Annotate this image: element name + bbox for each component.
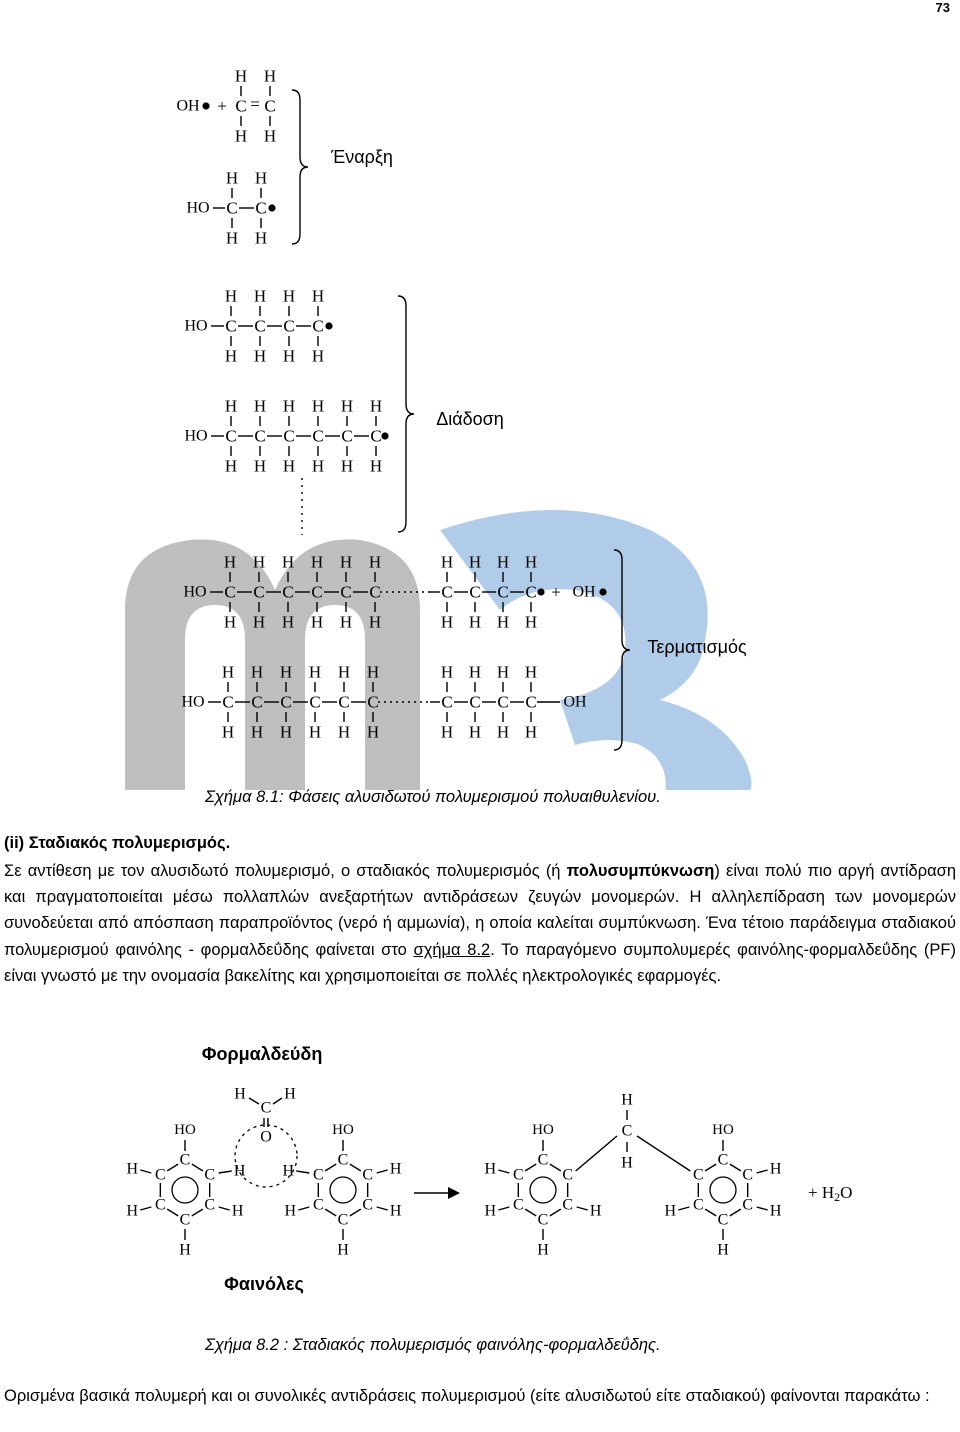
hydrogen-atom: H xyxy=(252,612,266,632)
hydroxyl-label: OH xyxy=(563,693,587,711)
hydrogen-atom: H xyxy=(369,396,383,416)
hydrogen-atom: H xyxy=(225,168,239,188)
ring-bond xyxy=(705,1164,716,1171)
ring-bond xyxy=(325,1209,336,1216)
hydrogen-atom: H xyxy=(310,612,324,632)
bond-line xyxy=(498,1207,509,1210)
carbon-atom: C xyxy=(441,692,453,712)
figure-8-1-caption: Σχήμα 8.1: Φάσεις αλυσιδωτού πολυμερισμού πολυαιθυλενίου. xyxy=(205,788,661,806)
hydrogen-atom: H xyxy=(621,1091,633,1109)
hydrogen-atom: H xyxy=(282,346,296,366)
hydrogen-atom: H xyxy=(250,722,264,742)
phenol-left xyxy=(127,1122,244,1259)
hydroxyl-label: OH xyxy=(176,97,200,115)
water-oxygen: O xyxy=(840,1182,853,1202)
carbon-atom: C xyxy=(283,426,295,446)
hydrogen-atom: H xyxy=(253,456,267,476)
hydrogen-atom: H xyxy=(223,612,237,632)
hydrogen-atom: H xyxy=(524,612,538,632)
hydrogen-atom: H xyxy=(524,552,538,572)
hydrogen-atom: H xyxy=(311,396,325,416)
hydrogen-atom: H xyxy=(223,552,237,572)
carbon-atom: C xyxy=(370,426,382,446)
hydrogen-atom: H xyxy=(282,396,296,416)
water-subscript: 2 xyxy=(834,1190,841,1204)
hydrogen-atom: H xyxy=(339,612,353,632)
hydrogen-atom: H xyxy=(250,662,264,682)
para1-text-a: Σε αντίθεση με τον αλυσιδωτό πολυμερισμό, ο σταδιακός πολυμερισμός (ή xyxy=(4,862,567,880)
carbon-atom: C xyxy=(283,316,295,336)
hydrogen-atom: H xyxy=(234,1085,246,1103)
hydrogen-atom: H xyxy=(308,722,322,742)
hydrogen-atom: H xyxy=(282,286,296,306)
plus-sign: + xyxy=(217,96,227,116)
paragraph-step-polymerization xyxy=(4,858,956,989)
hydrogen-atom: H xyxy=(263,66,277,86)
hydrogen-atom: H xyxy=(310,552,324,572)
hydrogen-atom: H xyxy=(440,612,454,632)
hydrogen-atom: H xyxy=(537,1241,549,1259)
hydrogen-atom: H xyxy=(282,1162,295,1180)
label-formaldehyde: Φορμαλδεύδη xyxy=(201,1044,323,1064)
hydrogen-atom: H xyxy=(368,612,382,632)
figure-8-2-caption: Σχήμα 8.2 : Σταδιακός πολυμερισμός φαινόλης-φορμαλδεΰδης. xyxy=(205,1336,661,1354)
carbon-atom: C xyxy=(251,692,263,712)
hydrogen-atom: H xyxy=(311,456,325,476)
carbon-atom: C xyxy=(282,582,294,602)
carbon-atom: C xyxy=(253,582,265,602)
carbon-atom: C xyxy=(309,692,321,712)
hydrogen-atom: H xyxy=(496,662,510,682)
hydrogen-atom: H xyxy=(769,1160,782,1178)
ring-carbon: C xyxy=(717,1211,729,1229)
radical-dot xyxy=(268,204,275,211)
carbon-atom: C xyxy=(441,582,453,602)
hydroxyl-label: HO xyxy=(174,1122,196,1138)
carbon-atom: C xyxy=(226,198,238,218)
ring-carbon: C xyxy=(692,1196,704,1214)
carbon-atom: C xyxy=(225,426,237,446)
plus-sign: + xyxy=(551,582,561,602)
carbon-atom: C xyxy=(264,96,276,116)
hydroxyl-label: HO xyxy=(332,1122,354,1138)
carbon-atom: C xyxy=(525,582,537,602)
hydrogen-atom: H xyxy=(281,612,295,632)
carbon-atom: C xyxy=(260,1099,272,1117)
page-number: 73 xyxy=(935,0,950,15)
hydrogen-atom: H xyxy=(484,1202,497,1220)
brace-propagation xyxy=(398,296,414,532)
hydrogen-atom: H xyxy=(224,396,238,416)
carbon-atom: C xyxy=(312,316,324,336)
bond-line xyxy=(577,1207,588,1210)
figure-8-2-link[interactable]: σχήμα 8.2 xyxy=(413,940,491,959)
hydroxyl-label: HO xyxy=(184,427,208,445)
hydrogen-atom: H xyxy=(366,722,380,742)
ring-carbon: C xyxy=(312,1166,324,1184)
hydrogen-atom: H xyxy=(337,1241,349,1259)
hydrogen-atom: H xyxy=(284,1085,296,1103)
radical-dot xyxy=(381,432,388,439)
ring-bond xyxy=(705,1209,716,1216)
carbon-atom: C xyxy=(369,582,381,602)
ring-bond xyxy=(730,1164,741,1171)
hydrogen-atom: H xyxy=(440,552,454,572)
bond-line xyxy=(219,1207,230,1210)
hydrogen-atom: H xyxy=(224,456,238,476)
ring-carbon: C xyxy=(537,1151,549,1169)
bond-line xyxy=(377,1170,388,1173)
hydrogen-atom: H xyxy=(717,1241,729,1259)
carbon-atom: C xyxy=(311,582,323,602)
hydrogen-atom: H xyxy=(339,552,353,572)
ring-bond xyxy=(525,1209,536,1216)
carbon-atom: C xyxy=(497,692,509,712)
hydrogen-atom: H xyxy=(254,228,268,248)
hydrogen-atom: H xyxy=(224,346,238,366)
carbon-atom: C xyxy=(224,582,236,602)
hydroxyl-label: HO xyxy=(184,317,208,335)
ring-bond xyxy=(192,1164,203,1171)
bridge-bond xyxy=(637,1136,690,1171)
ring-carbon: C xyxy=(179,1151,191,1169)
ring-carbon: C xyxy=(537,1211,549,1229)
bond-line xyxy=(377,1207,388,1210)
hydrogen-atom: H xyxy=(221,722,235,742)
carbon-atom: C xyxy=(497,582,509,602)
bond-line xyxy=(757,1170,768,1173)
ring-bond xyxy=(167,1164,178,1171)
hydrogen-atom: H xyxy=(126,1160,139,1178)
ring-carbon: C xyxy=(692,1166,704,1184)
ring-carbon: C xyxy=(742,1196,754,1214)
hydrogen-atom: H xyxy=(234,126,248,146)
carbon-atom: C xyxy=(367,692,379,712)
hydrogen-atom: H xyxy=(282,456,296,476)
ring-bond xyxy=(192,1209,203,1216)
product-phenol-left xyxy=(485,1122,602,1259)
bond-line xyxy=(498,1170,509,1173)
para1-bold-term: πολυσυμπύκνωση xyxy=(566,862,715,880)
hydrogen-atom: H xyxy=(366,662,380,682)
paragraph-basic-polymers: Ορισμένα βασικά πολυμερή και οι συνολικές αντιδράσεις πολυμερισμού (είτε αλυσιδωτού είτε σταδιακού) φαίνονται παρακάτω : xyxy=(4,1387,930,1405)
hydrogen-atom: H xyxy=(496,612,510,632)
hydrogen-atom: H xyxy=(252,552,266,572)
hydrogen-atom: H xyxy=(769,1202,782,1220)
hydrogen-atom: H xyxy=(279,662,293,682)
bond-line xyxy=(757,1207,768,1210)
hydrogen-atom: H xyxy=(279,722,293,742)
hydrogen-atom: H xyxy=(340,396,354,416)
hydrogen-atom: H xyxy=(389,1160,402,1178)
hydrogen-atom: H xyxy=(468,612,482,632)
para1-text-b: ) είναι πολύ πιο αργή αντίδραση και πραγματοποιείται μέσω πολλαπλών ανεξαρτήτων αντιδράσεων ζευγών μονομερών. Η αλληλεπίδραση των μονομερών συνοδεύεται από απόσπαση παραπροϊόντος (νερό ή αμμωνία), η οποία καλείται συμπύκνωση. Ένα τέτοιο παράδειγμα σταδιακού πολυμερισμού φαινόλης - φορμαλδεΰδης φαίνεται στο xyxy=(4,862,957,959)
hydrogen-atom: H xyxy=(311,286,325,306)
carbon-atom: C xyxy=(469,582,481,602)
bond-line xyxy=(140,1170,151,1173)
ring-carbon: C xyxy=(154,1166,166,1184)
hydrogen-atom: H xyxy=(368,552,382,572)
hydrogen-atom: H xyxy=(308,662,322,682)
section-heading: (ii) Σταδιακός πολυμερισμός. xyxy=(4,834,231,852)
carbon-atom: C xyxy=(525,692,537,712)
double-bond: = xyxy=(250,94,260,114)
ring-carbon: C xyxy=(512,1166,524,1184)
carbon-atom: C xyxy=(338,692,350,712)
water-product xyxy=(808,1183,852,1205)
bond-line xyxy=(678,1207,689,1210)
carbon-atom: C xyxy=(340,582,352,602)
ring-bond xyxy=(730,1209,741,1216)
hydrogen-atom: H xyxy=(389,1202,402,1220)
carbon-atom: C xyxy=(225,316,237,336)
hydrogen-atom: H xyxy=(589,1202,602,1220)
aromatic-ring-circle xyxy=(330,1177,356,1203)
carbon-atom: C xyxy=(280,692,292,712)
hydrogen-atom: H xyxy=(468,722,482,742)
ring-carbon: C xyxy=(742,1166,754,1184)
hydrogen-atom: H xyxy=(179,1241,191,1259)
carbon-atom: C xyxy=(312,426,324,446)
hydrogen-atom: H xyxy=(468,662,482,682)
hydrogen-atom: H xyxy=(468,552,482,572)
hydrogen-atom: H xyxy=(621,1154,633,1172)
radical-dot xyxy=(202,102,209,109)
ring-carbon: C xyxy=(204,1166,216,1184)
bond-line xyxy=(296,1171,309,1173)
hydrogen-atom: H xyxy=(224,286,238,306)
carbon-atom: C xyxy=(469,692,481,712)
hydroxyl-label: HO xyxy=(532,1122,554,1138)
ring-carbon: C xyxy=(562,1196,574,1214)
carbon-atom: C xyxy=(341,426,353,446)
hydroxyl-label: HO xyxy=(183,583,207,601)
label-termination: Τερματισμός xyxy=(647,637,747,657)
ring-carbon: C xyxy=(337,1211,349,1229)
ring-bond xyxy=(167,1209,178,1216)
ring-bond xyxy=(550,1209,561,1216)
ring-bond xyxy=(525,1164,536,1171)
bond-line xyxy=(219,1171,232,1173)
hydrogen-atom: H xyxy=(496,552,510,572)
hydrogen-atom: H xyxy=(284,1202,297,1220)
hydrogen-atom: H xyxy=(337,662,351,682)
bond-line xyxy=(298,1207,309,1210)
hydrogen-atom: H xyxy=(440,662,454,682)
ring-carbon: C xyxy=(362,1166,374,1184)
hydrogen-atom: H xyxy=(496,722,510,742)
hydrogen-atom: H xyxy=(369,456,383,476)
hydroxyl-label: OH xyxy=(572,583,596,601)
carbon-atom: C xyxy=(254,316,266,336)
carbon-atom: C xyxy=(222,692,234,712)
ring-carbon: C xyxy=(312,1196,324,1214)
hydrogen-atom: H xyxy=(263,126,277,146)
hydrogen-atom: H xyxy=(281,552,295,572)
ring-carbon: C xyxy=(717,1151,729,1169)
aromatic-ring-circle xyxy=(172,1177,198,1203)
ring-carbon: C xyxy=(179,1211,191,1229)
carbon-atom: C xyxy=(255,198,267,218)
aromatic-ring-circle xyxy=(710,1177,736,1203)
ring-carbon: C xyxy=(154,1196,166,1214)
radical-dot xyxy=(537,588,544,595)
ring-carbon: C xyxy=(204,1196,216,1214)
bond-line xyxy=(249,1098,259,1104)
ring-bond xyxy=(350,1209,361,1216)
bridge-bond xyxy=(576,1136,617,1171)
hydrogen-atom: H xyxy=(234,66,248,86)
ring-carbon: C xyxy=(512,1196,524,1214)
hydrogen-atom: H xyxy=(225,228,239,248)
hydrogen-atom: H xyxy=(524,722,538,742)
hydrogen-atom: H xyxy=(484,1160,497,1178)
hydrogen-atom: H xyxy=(440,722,454,742)
label-phenols: Φαινόλες xyxy=(224,1274,304,1294)
phenol-right xyxy=(282,1122,402,1259)
hydroxyl-label: HO xyxy=(712,1122,734,1138)
ring-carbon: C xyxy=(337,1151,349,1169)
radical-dot xyxy=(599,588,606,595)
ring-bond xyxy=(550,1164,561,1171)
arrow-head xyxy=(448,1187,460,1199)
bond-line xyxy=(140,1207,151,1210)
figure-step-polymerization xyxy=(0,1030,960,1330)
hydrogen-atom: H xyxy=(221,662,235,682)
hydrogen-atom: H xyxy=(253,346,267,366)
ring-bond xyxy=(350,1164,361,1171)
hydrogen-atom: H xyxy=(233,1162,246,1180)
ring-carbon: C xyxy=(362,1196,374,1214)
bond-line xyxy=(273,1098,282,1104)
carbon-atom: C xyxy=(235,96,247,116)
hydrogen-atom: H xyxy=(664,1202,677,1220)
hydrogen-atom: H xyxy=(337,722,351,742)
hydrogen-atom: H xyxy=(126,1202,139,1220)
label-initiation: Έναρξη xyxy=(331,147,393,167)
hydrogen-atom: H xyxy=(253,396,267,416)
hydroxyl-label: HO xyxy=(186,199,210,217)
hydrogen-atom: H xyxy=(231,1202,244,1220)
hydrogen-atom: H xyxy=(311,346,325,366)
aromatic-ring-circle xyxy=(530,1177,556,1203)
water-plus: + H xyxy=(808,1182,835,1202)
hydrogen-atom: H xyxy=(254,168,268,188)
hydrogen-atom: H xyxy=(524,662,538,682)
ring-carbon: C xyxy=(562,1166,574,1184)
brace-initiation xyxy=(292,90,308,244)
product-phenol-right xyxy=(665,1122,782,1259)
label-propagation: Διάδοση xyxy=(436,409,504,429)
carbon-atom: C xyxy=(621,1122,633,1140)
hydrogen-atom: H xyxy=(253,286,267,306)
ring-bond xyxy=(325,1164,336,1171)
radical-dot xyxy=(325,322,332,329)
para1-text-c: . Το παραγόμενο συμπολυμερές φαινόλης-φορμαλδεΰδης (PF) είναι γνωστό με την ονομασία βακελίτης και χρησιμοποιείται σε πολλές ηλεκτρολογικές εφαρμογές. xyxy=(4,940,956,985)
carbon-atom: C xyxy=(254,426,266,446)
hydroxyl-label: HO xyxy=(181,693,205,711)
oxygen-atom: O xyxy=(260,1128,272,1146)
hydrogen-atom: H xyxy=(340,456,354,476)
